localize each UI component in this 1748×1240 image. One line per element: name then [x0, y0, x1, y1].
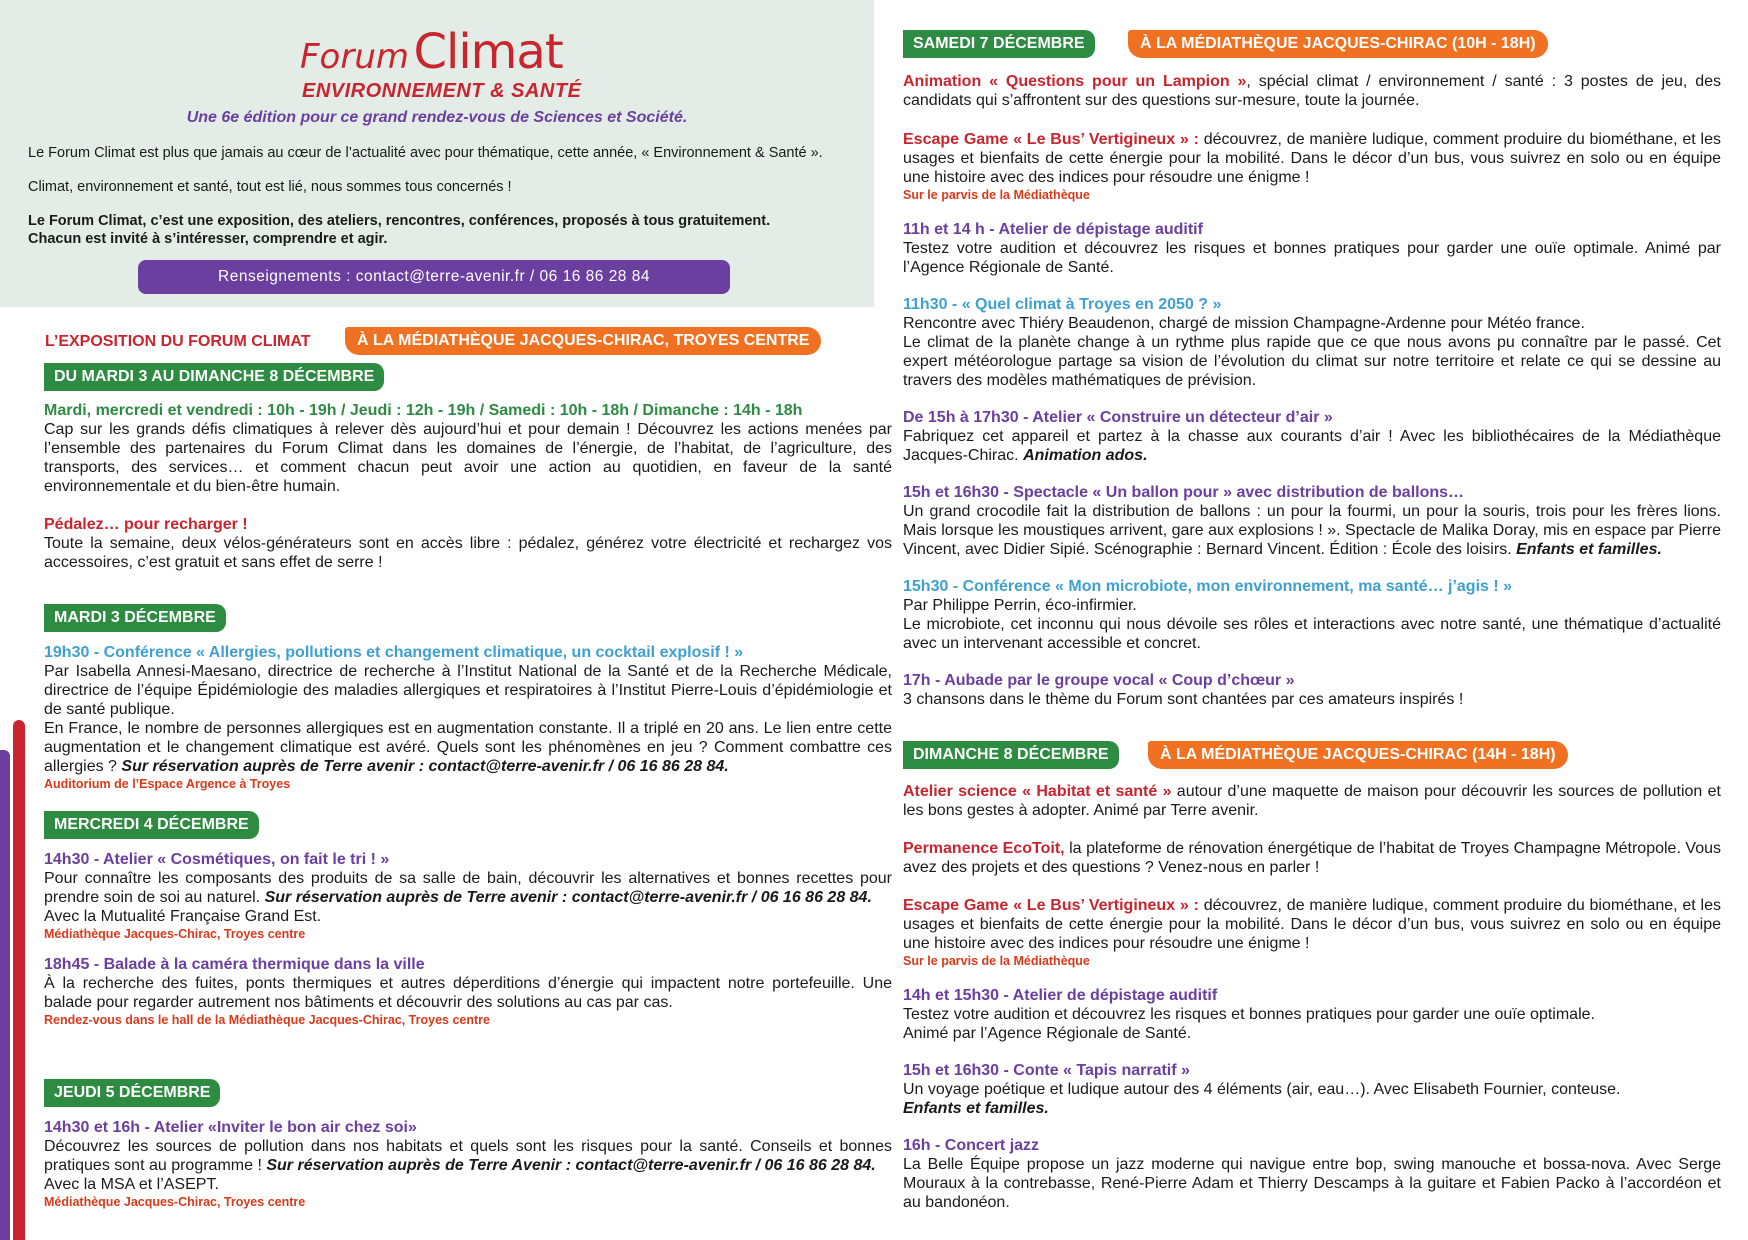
- edition-tagline: Une 6e édition pour ce grand rendez-vous de Sciences et Société.: [186, 109, 688, 126]
- jeudi-badge: JEUDI 5 DÉCEMBRE: [44, 1079, 220, 1107]
- samedi-spectacle-text: Un grand crocodile fait la distribution de ballons : un pour la fourmi, un pour la souris, trois pour les frères lions. Mais lorsque les moustiques arrivent, gare aux explosions ! ». Spectacle de Malika Doray, mis en espace par Pierre Vincent, avec Didier Sipié. Scénographie : Bernard Vincent. Édition : École des loisirs. Enfants et familles.: [903, 503, 1721, 558]
- logo-subtitle: ENVIRONNEMENT & SANTÉ: [302, 80, 582, 102]
- samedi-microbiote-text-1: Par Philippe Perrin, éco-infirmier.: [903, 597, 1137, 614]
- samedi-detecteur-title: De 15h à 17h30 - Atelier « Construire un détecteur d’air »: [903, 409, 1333, 426]
- intro-text: [28, 144, 854, 248]
- samedi-spectacle-title: 15h et 16h30 - Spectacle « Un ballon pour » avec distribution de ballons…: [903, 484, 1465, 501]
- dimanche-escape-game: Escape Game « Le Bus’ Vertigineux » : découvrez, de manière ludique, comment produire du biométhane, et les usages et bienfaits de cette énergie pour la mobilité. Dans le décor d’un bus, vous suivrez en solo ou en équipe une histoire avec des indices pour résoudre une énigme !: [903, 897, 1721, 952]
- mardi-resa: Sur réservation auprès de Terre avenir : contact@terre-avenir.fr / 06 16 86 28 84.: [121, 758, 729, 775]
- jeudi-title-1: 14h30 et 16h - Atelier «Inviter le bon air chez soi»: [44, 1119, 417, 1136]
- decor-bar-purple: [0, 750, 10, 1240]
- jeudi-block: [44, 1118, 892, 1211]
- jeudi-text-1: Découvrez les sources de pollution dans nos habitats et quels sont les risques pour la santé. Conseils et bonnes pratiques sont au programme ! Sur réservation auprès de Terre Avenir : contact@terre-avenir.fr / 06 16 86 28 84.: [44, 1138, 892, 1174]
- dimanche-conte-audience: Enfants et familles.: [903, 1100, 1049, 1117]
- dimanche-depistage-text-2: Animé par l’Agence Régionale de Santé.: [903, 1025, 1192, 1042]
- dimanche-jazz-title: 16h - Concert jazz: [903, 1137, 1040, 1154]
- mardi-text: Par Isabella Annesi-Maesano, directrice de recherche à l’Institut National de la Santé et de la Recherche Médicale, directrice de l’équipe Épidémiologie des maladies allergiques et respiratoires à l’Institut Pierre-Louis d’épidémiologie et de santé publique.: [44, 663, 892, 718]
- dimanche-escape-location: Sur le parvis de la Médiathèque: [903, 954, 1090, 968]
- mercredi-badge: MERCREDI 4 DÉCEMBRE: [44, 811, 259, 839]
- samedi-microbiote-text-2: Le microbiote, cet inconnu qui nous dévoile ses rôles et interactions avec notre santé, une thématique d’actualité avec un intervenant accessible et concret.: [903, 616, 1721, 652]
- intro-line-2: Climat, environnement et santé, tout est lié, nous sommes tous concernés !: [28, 179, 512, 195]
- samedi-escape-location: Sur le parvis de la Médiathèque: [903, 188, 1090, 202]
- dimanche-badge: DIMANCHE 8 DÉCEMBRE: [903, 741, 1119, 769]
- intro-line-3: Le Forum Climat, c’est une exposition, des ateliers, rencontres, conférences, proposés à tous gratuitement.: [28, 213, 771, 229]
- samedi-badge: SAMEDI 7 DÉCEMBRE: [903, 30, 1095, 58]
- mercredi-resa: Sur réservation auprès de Terre avenir : contact@terre-avenir.fr / 06 16 86 28 84.: [264, 889, 872, 906]
- dimanche-jazz-text: La Belle Équipe propose un jazz moderne qui navigue entre bop, swing manouche et bossa-nova. Avec Serge Mouraux à la contrebasse, René-Pierre Adam et Thierry Descamps à la guitare et Fabien Packo à l’accordéon et au bandonéon.: [903, 1156, 1721, 1211]
- samedi-block: [903, 72, 1721, 709]
- jeudi-location: Médiathèque Jacques-Chirac, Troyes centre: [44, 1195, 306, 1209]
- dimanche-conte-text: Un voyage poétique et ludique autour des 4 éléments (air, eau…). Avec Elisabeth Fournier, conteuse.: [903, 1081, 1621, 1098]
- dimanche-block: [903, 782, 1721, 1212]
- mercredi-location-2: Rendez-vous dans le hall de la Médiathèque Jacques-Chirac, Troyes centre: [44, 1013, 490, 1027]
- logo-climat: Climat: [413, 24, 563, 80]
- contact-banner[interactable]: Renseignements : contact@terre-avenir.fr / 06 16 86 28 84: [138, 260, 730, 294]
- velo-text: Toute la semaine, deux vélos-générateurs sont en accès libre : pédalez, générez votre électricité et rechargez vos accessoires, c’est gratuit et sans effet de serre !: [44, 535, 892, 571]
- mercredi-location-1: Médiathèque Jacques-Chirac, Troyes centre: [44, 927, 306, 941]
- samedi-microbiote-title: 15h30 - Conférence « Mon microbiote, mon environnement, ma santé… j’agis ! »: [903, 578, 1513, 595]
- expo-dates-badge: DU MARDI 3 AU DIMANCHE 8 DÉCEMBRE: [44, 363, 384, 391]
- velo-title: Pédalez… pour recharger !: [44, 516, 248, 533]
- mercredi-title-1: 14h30 - Atelier « Cosmétiques, on fait le tri ! »: [44, 851, 390, 868]
- expo-title: L’EXPOSITION DU FORUM CLIMAT: [45, 333, 311, 350]
- samedi-aubade-title: 17h - Aubade par le groupe vocal « Coup d’chœur »: [903, 672, 1295, 689]
- mercredi-text-2: À la recherche des fuites, ponts thermiques et autres déperditions d’énergie qui impactent notre portefeuille. Une balade pour regarder autrement nos bâtiments et découvrir des solutions au cas par cas.: [44, 975, 892, 1011]
- header-panel: [0, 0, 874, 307]
- samedi-climat-title: 11h30 - « Quel climat à Troyes en 2050 ? »: [903, 296, 1222, 313]
- expo-block: [44, 401, 892, 572]
- samedi-animation: Animation « Questions pour un Lampion », spécial climat / environnement / santé : 3 postes de jeu, des candidats qui s’affrontent sur des questions sur-mesure, toute la journée.: [903, 73, 1722, 109]
- dimanche-place-badge: À LA MÉDIATHÈQUE JACQUES-CHIRAC (14H - 18H): [1148, 741, 1568, 769]
- samedi-escape-game: Escape Game « Le Bus’ Vertigineux » : découvrez, de manière ludique, comment produire du biométhane, et les usages et bienfaits de cette énergie pour la mobilité. Dans le décor d’un bus, vous suivrez en solo ou en équipe une histoire avec des indices pour résoudre une énigme !: [903, 131, 1721, 186]
- mardi-text-2: En France, le nombre de personnes allergiques est en augmentation constante. Il a triplé en 20 ans. Le lien entre cette augmentation et le changement climatique est avéré. Quels sont les phénomènes en jeu ? Comment combattre ces allergies ? Sur réservation auprès de Terre avenir : contact@terre-avenir.fr / 06 16 86 28 84.: [44, 720, 892, 775]
- intro-line-1: Le Forum Climat est plus que jamais au cœur de l’actualité avec pour thématique, cette année, « Environnement & Santé ».: [28, 145, 823, 161]
- expo-text: Cap sur les grands défis climatiques à relever dès aujourd’hui et pour demain ! Découvrez les actions menées par l’ensemble des partenaires du Forum Climat dans les domaines de l’énergie, de l’habitat, de l’agriculture, des transports, des services… et comment chacun peut avoir une action au quotidien, en faveur de la santé environnementale et du bien-être humain.: [44, 421, 892, 495]
- forum-climat-logo: [300, 24, 600, 103]
- intro-line-4: Chacun est invité à s’intéresser, comprendre et agir.: [28, 231, 388, 247]
- dimanche-depistage-title: 14h et 15h30 - Atelier de dépistage auditif: [903, 987, 1218, 1004]
- expo-place-badge: À LA MÉDIATHÈQUE JACQUES-CHIRAC, TROYES CENTRE: [345, 327, 821, 355]
- mercredi-partner: Avec la Mutualité Française Grand Est.: [44, 908, 322, 925]
- dimanche-atelier: Atelier science « Habitat et santé » autour d’une maquette de maison pour découvrir les sources de pollution et les bons gestes à adopter. Animé par Terre avenir.: [903, 783, 1721, 819]
- samedi-detecteur-text: Fabriquez cet appareil et partez à la chasse aux courants d’air ! Avec les bibliothécaires de la Médiathèque Jacques-Chirac. Animation ados.: [903, 428, 1721, 464]
- mercredi-block: [44, 850, 892, 1029]
- mardi-badge: MARDI 3 DÉCEMBRE: [44, 604, 226, 632]
- samedi-aubade-text: 3 chansons dans le thème du Forum sont chantées par ces amateurs inspirés !: [903, 691, 1464, 708]
- samedi-climat-text-1: Rencontre avec Thiéry Beaudenon, chargé de mission Champagne-Ardenne pour Météo france.: [903, 315, 1585, 332]
- dimanche-conte-title: 15h et 16h30 - Conte « Tapis narratif »: [903, 1062, 1190, 1079]
- samedi-place-badge: À LA MÉDIATHÈQUE JACQUES-CHIRAC (10H - 18H): [1128, 30, 1548, 58]
- dimanche-depistage-text-1: Testez votre audition et découvrez les risques et bonnes pratiques pour garder une ouïe optimale.: [903, 1006, 1595, 1023]
- samedi-depistage-title: 11h et 14 h - Atelier de dépistage auditif: [903, 221, 1203, 238]
- jeudi-resa: Sur réservation auprès de Terre Avenir : contact@terre-avenir.fr / 06 16 86 28 84.: [266, 1157, 876, 1174]
- mercredi-title-2: 18h45 - Balade à la caméra thermique dans la ville: [44, 956, 425, 973]
- dimanche-permanence: Permanence EcoToit, la plateforme de rénovation énergétique de l’habitat de Troyes Champagne Métropole. Vous avez des projets et des questions ? Venez-nous en parler !: [903, 840, 1722, 876]
- expo-hours: Mardi, mercredi et vendredi : 10h - 19h / Jeudi : 12h - 19h / Samedi : 10h - 18h / Dimanche : 14h - 18h: [44, 402, 803, 419]
- mardi-title: 19h30 - Conférence « Allergies, pollutions et changement climatique, un cocktail explosif ! »: [44, 644, 744, 661]
- jeudi-partner: Avec la MSA et l’ASEPT.: [44, 1176, 219, 1193]
- logo-forum: Forum: [300, 37, 410, 77]
- mardi-block: [44, 643, 892, 793]
- samedi-depistage-text: Testez votre audition et découvrez les risques et bonnes pratiques pour garder une ouïe optimale. Animé par l’Agence Régionale de Santé.: [903, 240, 1721, 276]
- decor-bar-red: [13, 720, 25, 1240]
- samedi-climat-text-2: Le climat de la planète change à un rythme plus rapide que ce que nous avons pu connaître par le passé. Cet expert météorologue partage sa vision de l’évolution du climat sur notre territoire et relate ce qui se dessine au travers des modèles mathématiques de prévision.: [903, 334, 1721, 389]
- mardi-location: Auditorium de l’Espace Argence à Troyes: [44, 777, 291, 791]
- mercredi-text-1: Pour connaître les composants des produits de sa salle de bain, découvrir les alternatives et bonnes recettes pour prendre soin de soi au naturel. Sur réservation auprès de Terre avenir : contact@terre-avenir.fr / 06 16 86 28 84.: [44, 870, 892, 906]
